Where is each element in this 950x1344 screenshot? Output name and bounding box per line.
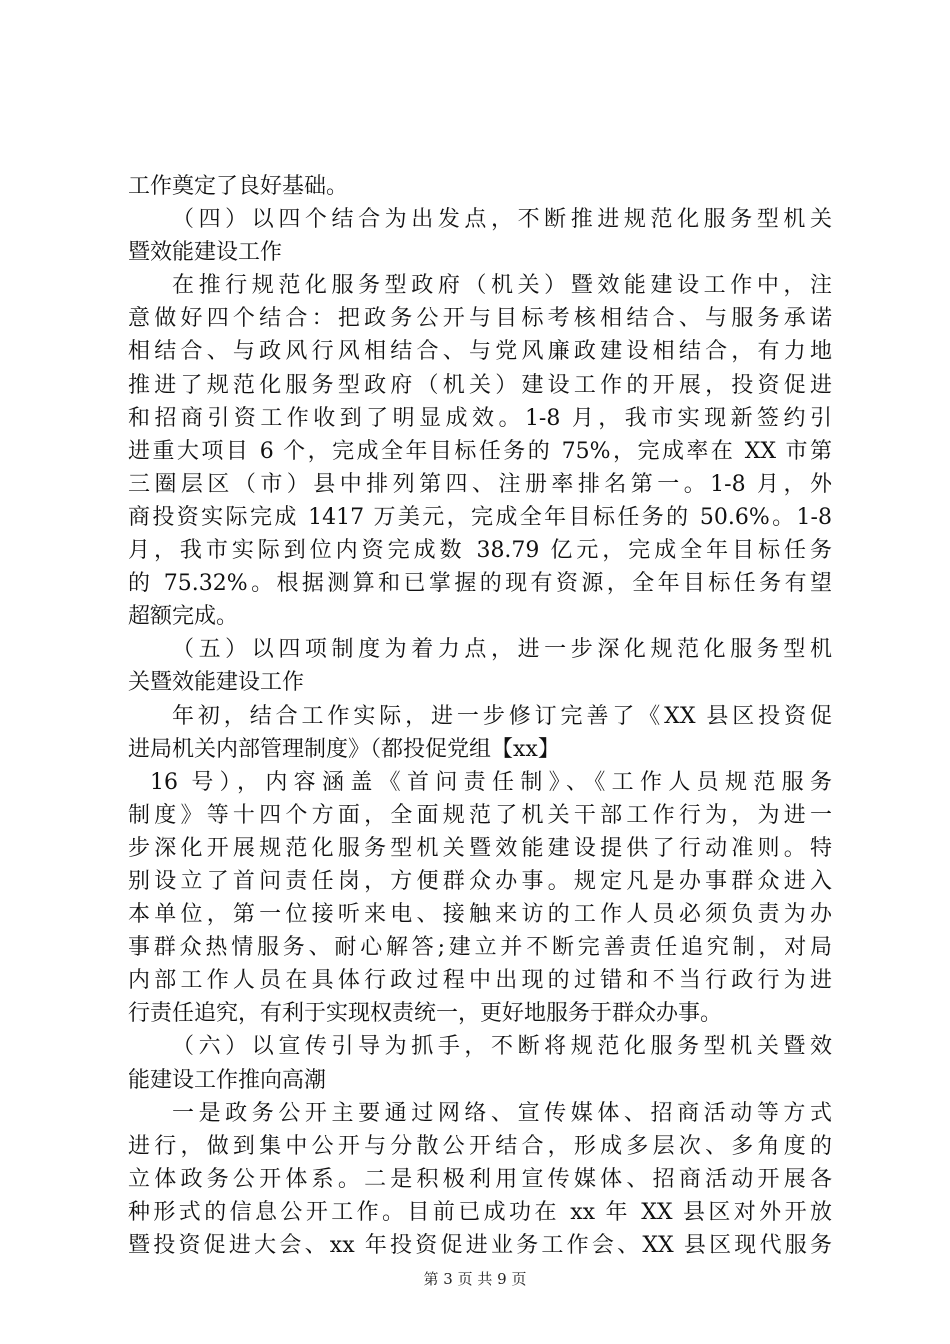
text-line: 月，我市实际到位内资完成数 38.79 亿元，完成全年目标任务: [128, 538, 832, 564]
paragraph-start: 年初，结合工作实际，进一步修订完善了《XX 县区投资促: [172, 703, 832, 729]
text-line: 暨投资促进大会、xx 年投资促进业务工作会、XX 县区现代服务: [128, 1233, 832, 1258]
text-line: 的 75.32%。根据测算和已掌握的现有资源，全年目标任务有望: [128, 571, 832, 597]
text-line: 工作奠定了良好基础。: [128, 174, 349, 199]
text-line: 能建设工作推向高潮: [128, 1067, 327, 1093]
text-line: 本单位，第一位接听来电、接触来访的工作人员必须负责为办: [128, 902, 832, 928]
page-footer: [0, 1268, 950, 1289]
text-line: 制度》等十四个方面，全面规范了机关干部工作行为，为进一: [128, 802, 832, 828]
text-line: 步深化开展规范化服务型机关暨效能建设提供了行动准则。特: [128, 835, 832, 861]
text-line: 推进了规范化服务型政府（机关）建设工作的开展，投资促进: [128, 372, 832, 398]
text-line: 立体政务公开体系。二是积极利用宣传媒体、招商活动开展各: [128, 1166, 832, 1192]
paragraph-start: 一是政务公开主要通过网络、宣传媒体、招商活动等方式: [172, 1100, 832, 1126]
text-line: 意做好四个结合：把政务公开与目标考核相结合、与服务承诺: [128, 306, 832, 332]
section-heading: （五）以四项制度为着力点，进一步深化规范化服务型机: [172, 637, 832, 663]
text-line: 商投资实际完成 1417 万美元，完成全年目标任务的 50.6%。1-8: [128, 504, 832, 530]
text-line: 行责任追究，有利于实现权责统一，更好地服务于群众办事。: [128, 1001, 723, 1027]
text-line: 三圈层区（市）县中排列第四、注册率排名第一。1-8 月，外: [128, 471, 832, 497]
text-line: 关暨效能建设工作: [128, 670, 305, 696]
text-line: 暨效能建设工作: [128, 240, 283, 266]
text-line: 进局机关内部管理制度》（都投促党组【xx】: [128, 736, 560, 762]
text-line: 16 号），内容涵盖《首问责任制》、《工作人员规范服务: [150, 769, 832, 795]
text-line: 进重大项目 6 个，完成全年目标任务的 75%，完成率在 XX 市第: [128, 438, 832, 464]
text-line: 和招商引资工作收到了明显成效。1-8 月，我市实现新签约引: [128, 405, 832, 431]
text-line: 别设立了首问责任岗，方便群众办事。规定凡是办事群众进入: [128, 868, 832, 894]
section-heading: （四）以四个结合为出发点，不断推进规范化服务型机关: [172, 207, 832, 233]
paragraph-start: 在推行规范化服务型政府（机关）暨效能建设工作中，注: [172, 273, 832, 299]
text-line: 内部工作人员在具体行政过程中出现的过错和不当行政行为进: [128, 968, 832, 994]
document-body: [128, 170, 832, 1262]
text-line: 进行，做到集中公开与分散公开结合，形成多层次、多角度的: [128, 1133, 832, 1159]
text-line: 种形式的信息公开工作。目前已成功在 xx 年 XX 县区对外开放: [128, 1199, 832, 1225]
page-indicator: 第 3 页 共 9 页: [423, 1270, 527, 1288]
text-line: 相结合、与政风行风相结合、与党风廉政建设相结合，有力地: [128, 339, 832, 365]
text-line: 超额完成。: [128, 604, 239, 630]
section-heading: （六）以宣传引导为抓手，不断将规范化服务型机关暨效: [172, 1034, 832, 1060]
text-line: 事群众热情服务、耐心解答;建立并不断完善责任追究制，对局: [128, 935, 832, 961]
